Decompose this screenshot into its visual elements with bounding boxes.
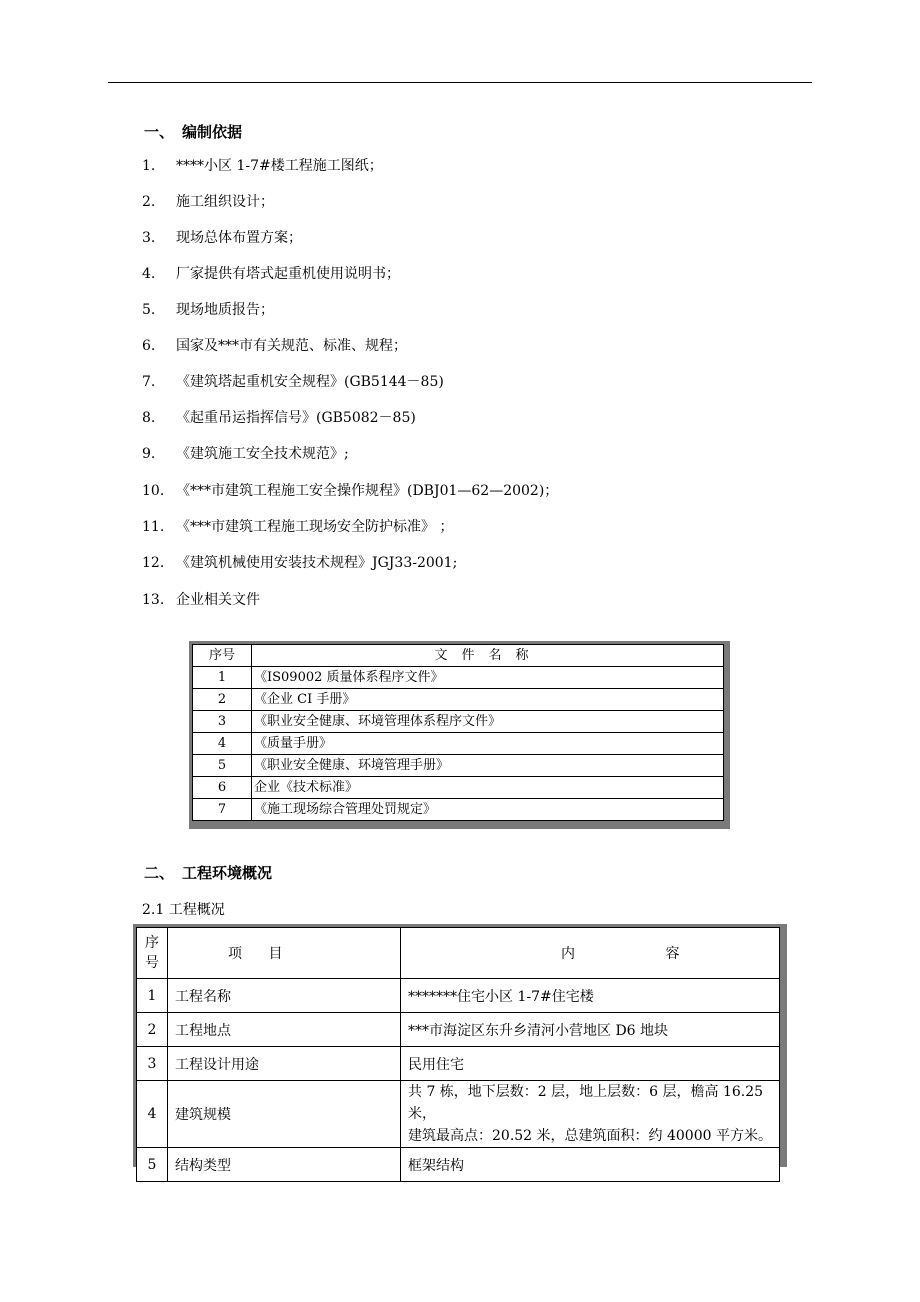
basis-item-9: 9. 《建筑施工安全技术规范》; [142,446,349,462]
basis-item-2: 2. 施工组织设计； [142,194,274,210]
basis-item-13: 13. 企业相关文件 [142,592,260,608]
section-2-heading [144,862,272,883]
table-row: 1 《IS09002 质量体系程序文件》 [193,667,724,689]
basis-item-7: 7. 《建筑塔起重机安全规程》(GB5144－85) [142,374,444,390]
header-content: 内 容 [401,928,780,979]
basis-item-8: 8. 《起重吊运指挥信号》(GB5082－85) [142,410,416,426]
overview-table-frame [133,924,787,1174]
table-row: 3 《职业安全健康、环境管理体系程序文件》 [193,711,724,733]
table-row: 5 结构类型 框架结构 [137,1148,780,1182]
table-row: 7 《施工现场综合管理处罚规定》 [193,799,724,821]
overview-table [136,927,780,1182]
table-header-row [137,928,780,979]
table-row: 4 《质量手册》 [193,733,724,755]
header-no: 序号 [193,645,252,667]
basis-item-4: 4. 厂家提供有塔式起重机使用说明书； [142,266,400,282]
section-2-title: 工程环境概况 [182,864,273,882]
subsection-title: 2.1 工程概况 [142,902,225,918]
section-1-number: 一、 [144,123,175,141]
documents-table [192,644,724,821]
section-2-number: 二、 [144,864,175,882]
header-item: 项 目 [168,928,401,979]
basis-item-12: 12. 《建筑机械使用安装技术规程》JGJ33-2001; [142,555,458,571]
basis-item-11: 11. 《***市建筑工程施工现场安全防护标准》 ； [142,519,454,535]
header-name: 文件名称 [252,645,724,667]
basis-item-3: 3. 现场总体布置方案； [142,230,302,246]
table-header-row [193,645,724,667]
table-row: 4 建筑规模 共 7 栋，地下层数：2 层，地上层数：6 层，檐高 16.25 米， 建筑最高点：20.52 米，总建筑面积：约 40000 平方米。 [137,1081,780,1148]
section-1-heading [144,121,242,142]
table-row: 6 企业《技术标准》 [193,777,724,799]
table-row: 2 《企业 CI 手册》 [193,689,724,711]
basis-item-1: 1. ****小区 1-7#楼工程施工图纸； [142,158,383,174]
table-row: 1 工程名称 *******住宅小区 1-7#住宅楼 [137,979,780,1013]
basis-item-6: 6. 国家及***市有关规范、标准、规程； [142,338,407,354]
table-row: 2 工程地点 ***市海淀区东升乡清河小营地区 D6 地块 [137,1013,780,1047]
basis-item-5: 5. 现场地质报告； [142,302,274,318]
table-row: 5 《职业安全健康、环境管理手册》 [193,755,724,777]
table-row: 3 工程设计用途 民用住宅 [137,1047,780,1081]
section-1-title: 编制依据 [182,123,243,141]
documents-table-frame [189,641,730,829]
header-no: 序 号 [137,928,168,979]
basis-item-10: 10. 《***市建筑工程施工安全操作规程》(DBJ01—62—2002)； [142,483,559,499]
header-rule [108,82,812,83]
